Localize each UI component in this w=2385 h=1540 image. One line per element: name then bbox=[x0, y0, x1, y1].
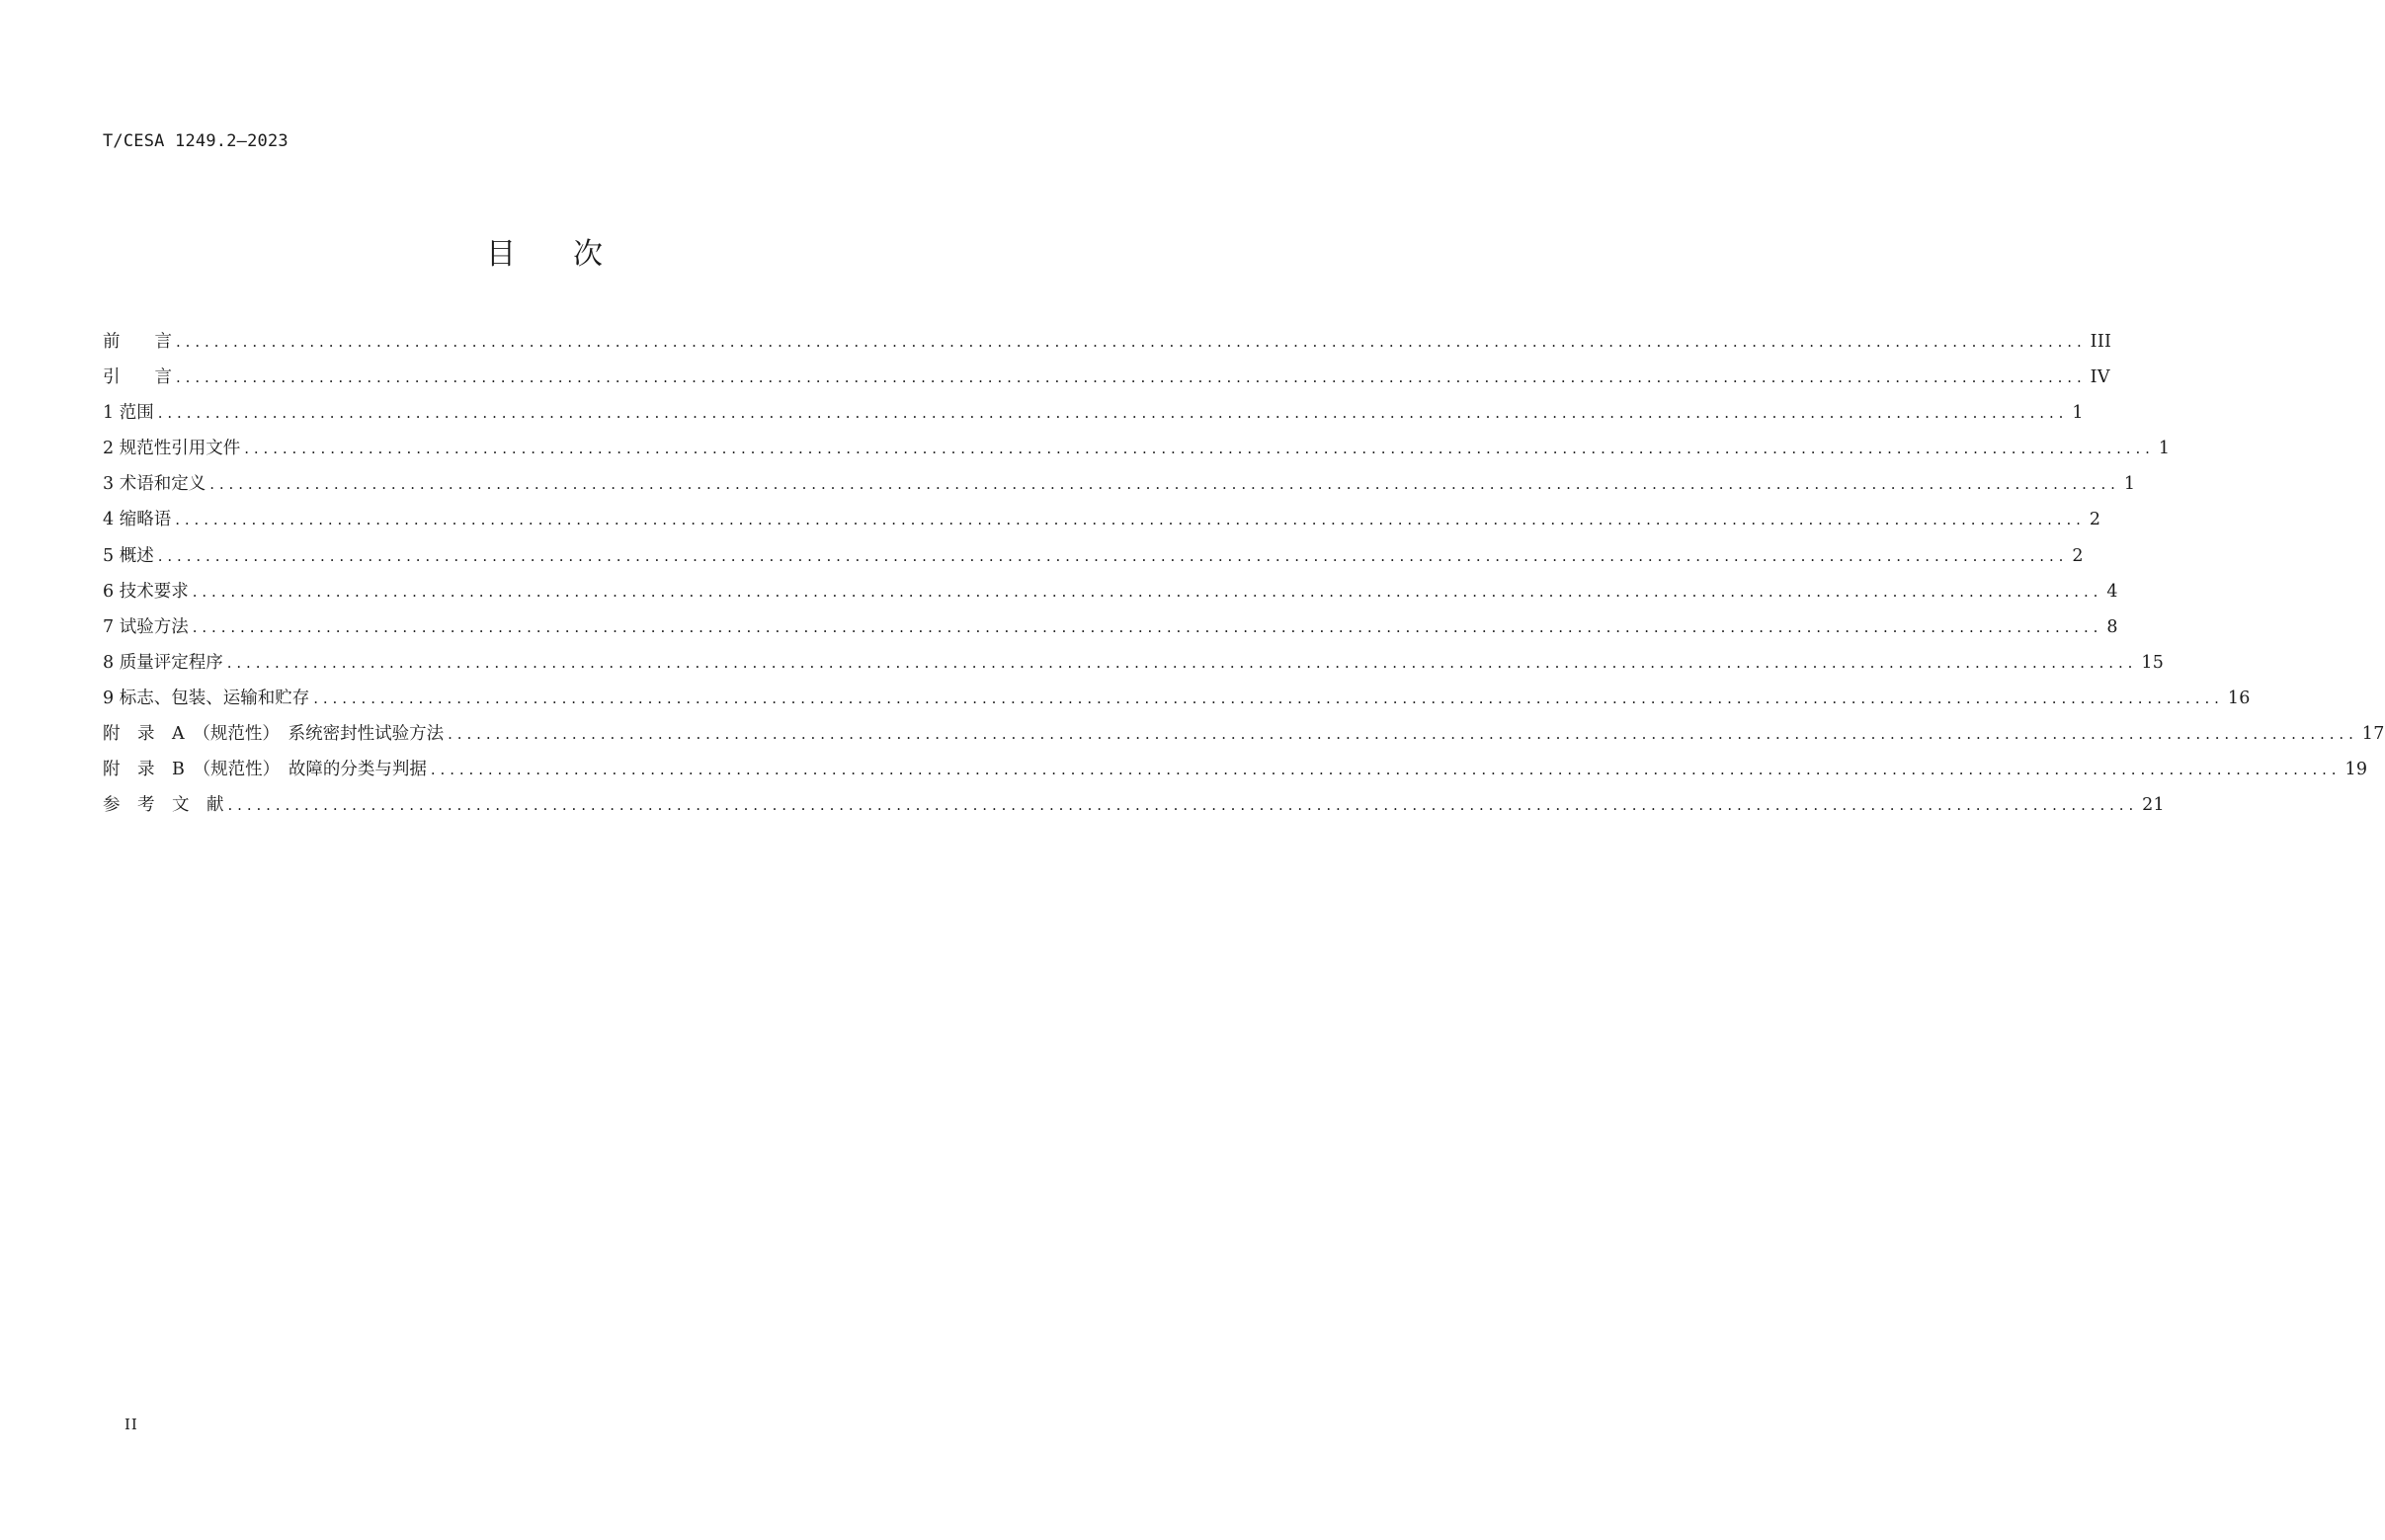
toc-entry-marking-packaging[interactable] bbox=[103, 681, 2251, 716]
toc-entry-terms-definitions[interactable] bbox=[103, 466, 2136, 502]
dot-leader: ........................................................................................................................................................................................................ bbox=[157, 546, 2069, 565]
toc-entry-page: 16 bbox=[2227, 688, 2251, 708]
toc-entry-foreword[interactable] bbox=[103, 324, 2112, 360]
dot-leader: ........................................................................................................................................................................................................ bbox=[227, 796, 2139, 815]
dot-leader: ........................................................................................................................................................................................................ bbox=[192, 582, 2103, 601]
toc-entry-page: 1 bbox=[2158, 439, 2171, 459]
dot-leader: ........................................................................................................................................................................................................ bbox=[430, 761, 2342, 779]
dot-leader: ........................................................................................................................................................................................................ bbox=[226, 653, 2138, 672]
toc-entry-test-methods[interactable] bbox=[103, 609, 2118, 645]
toc-entry-label: 6 技术要求 bbox=[103, 581, 189, 602]
title-char-2: 次 bbox=[573, 237, 603, 272]
toc-entry-label: 引 言 bbox=[103, 367, 172, 388]
toc-entry-technical-requirements[interactable] bbox=[103, 574, 2118, 609]
dot-leader: ........................................................................................................................................................................................................ bbox=[157, 404, 2069, 423]
toc-entry-page: 8 bbox=[2106, 616, 2118, 637]
toc-entry-page: 2 bbox=[2072, 545, 2084, 566]
toc-entry-label: 1 范围 bbox=[103, 403, 154, 424]
toc-entry-page: 1 bbox=[2072, 403, 2084, 424]
toc-entry-abbreviations[interactable] bbox=[103, 502, 2101, 537]
toc-entry-scope[interactable] bbox=[103, 395, 2084, 431]
dot-leader: ........................................................................................................................................................................................................ bbox=[244, 440, 2155, 458]
toc-entry-label: 参 考 文 献 bbox=[103, 795, 224, 816]
dot-leader: ........................................................................................................................................................................................................ bbox=[175, 511, 2086, 529]
dot-leader: ........................................................................................................................................................................................................ bbox=[176, 368, 2087, 387]
toc-entry-bibliography[interactable] bbox=[103, 787, 2165, 823]
page-number: II bbox=[124, 1416, 138, 1433]
toc-entry-label: 前 言 bbox=[103, 332, 172, 352]
toc-entry-label: 3 术语和定义 bbox=[103, 474, 206, 495]
toc-entry-quality-assessment[interactable] bbox=[103, 645, 2165, 681]
toc-entry-page: 17 bbox=[2361, 724, 2385, 745]
dot-leader: ........................................................................................................................................................................................................ bbox=[313, 689, 2224, 707]
toc-entry-label: 8 质量评定程序 bbox=[103, 652, 223, 673]
toc-entry-appendix-b[interactable] bbox=[103, 752, 2368, 787]
toc-entry-label: 2 规范性引用文件 bbox=[103, 439, 241, 459]
toc-entry-label: 5 概述 bbox=[103, 545, 154, 566]
page-title bbox=[0, 235, 1089, 275]
document-id: T/CESA 1249.2—2023 bbox=[103, 131, 288, 151]
toc-entry-label: 附 录 B （规范性） 故障的分类与判据 bbox=[103, 760, 427, 780]
toc-entry-label: 4 缩略语 bbox=[103, 510, 172, 530]
toc-entry-appendix-a[interactable] bbox=[103, 716, 2385, 752]
toc-entry-page: 21 bbox=[2142, 795, 2165, 816]
toc-entry-label: 7 试验方法 bbox=[103, 616, 189, 637]
toc-entry-page: 15 bbox=[2141, 652, 2165, 673]
dot-leader: ........................................................................................................................................................................................................ bbox=[448, 725, 2358, 744]
dot-leader: ........................................................................................................................................................................................................ bbox=[176, 333, 2087, 351]
dot-leader: ........................................................................................................................................................................................................ bbox=[192, 617, 2103, 636]
toc-entry-page: 1 bbox=[2123, 474, 2136, 495]
table-of-contents bbox=[103, 324, 2385, 823]
toc-entry-page: 4 bbox=[2106, 581, 2118, 602]
toc-entry-overview[interactable] bbox=[103, 538, 2084, 574]
toc-entry-introduction[interactable] bbox=[103, 360, 2110, 395]
title-char-1: 目 bbox=[486, 237, 516, 272]
dot-leader: ........................................................................................................................................................................................................ bbox=[209, 475, 2120, 494]
toc-entry-page: 2 bbox=[2089, 510, 2101, 530]
toc-entry-page: III bbox=[2090, 332, 2112, 352]
toc-entry-page: IV bbox=[2090, 367, 2110, 388]
toc-entry-normative-references[interactable] bbox=[103, 431, 2171, 466]
toc-entry-label: 9 标志、包装、运输和贮存 bbox=[103, 688, 310, 708]
toc-entry-page: 19 bbox=[2344, 760, 2368, 780]
toc-entry-label: 附 录 A （规范性） 系统密封性试验方法 bbox=[103, 724, 445, 745]
